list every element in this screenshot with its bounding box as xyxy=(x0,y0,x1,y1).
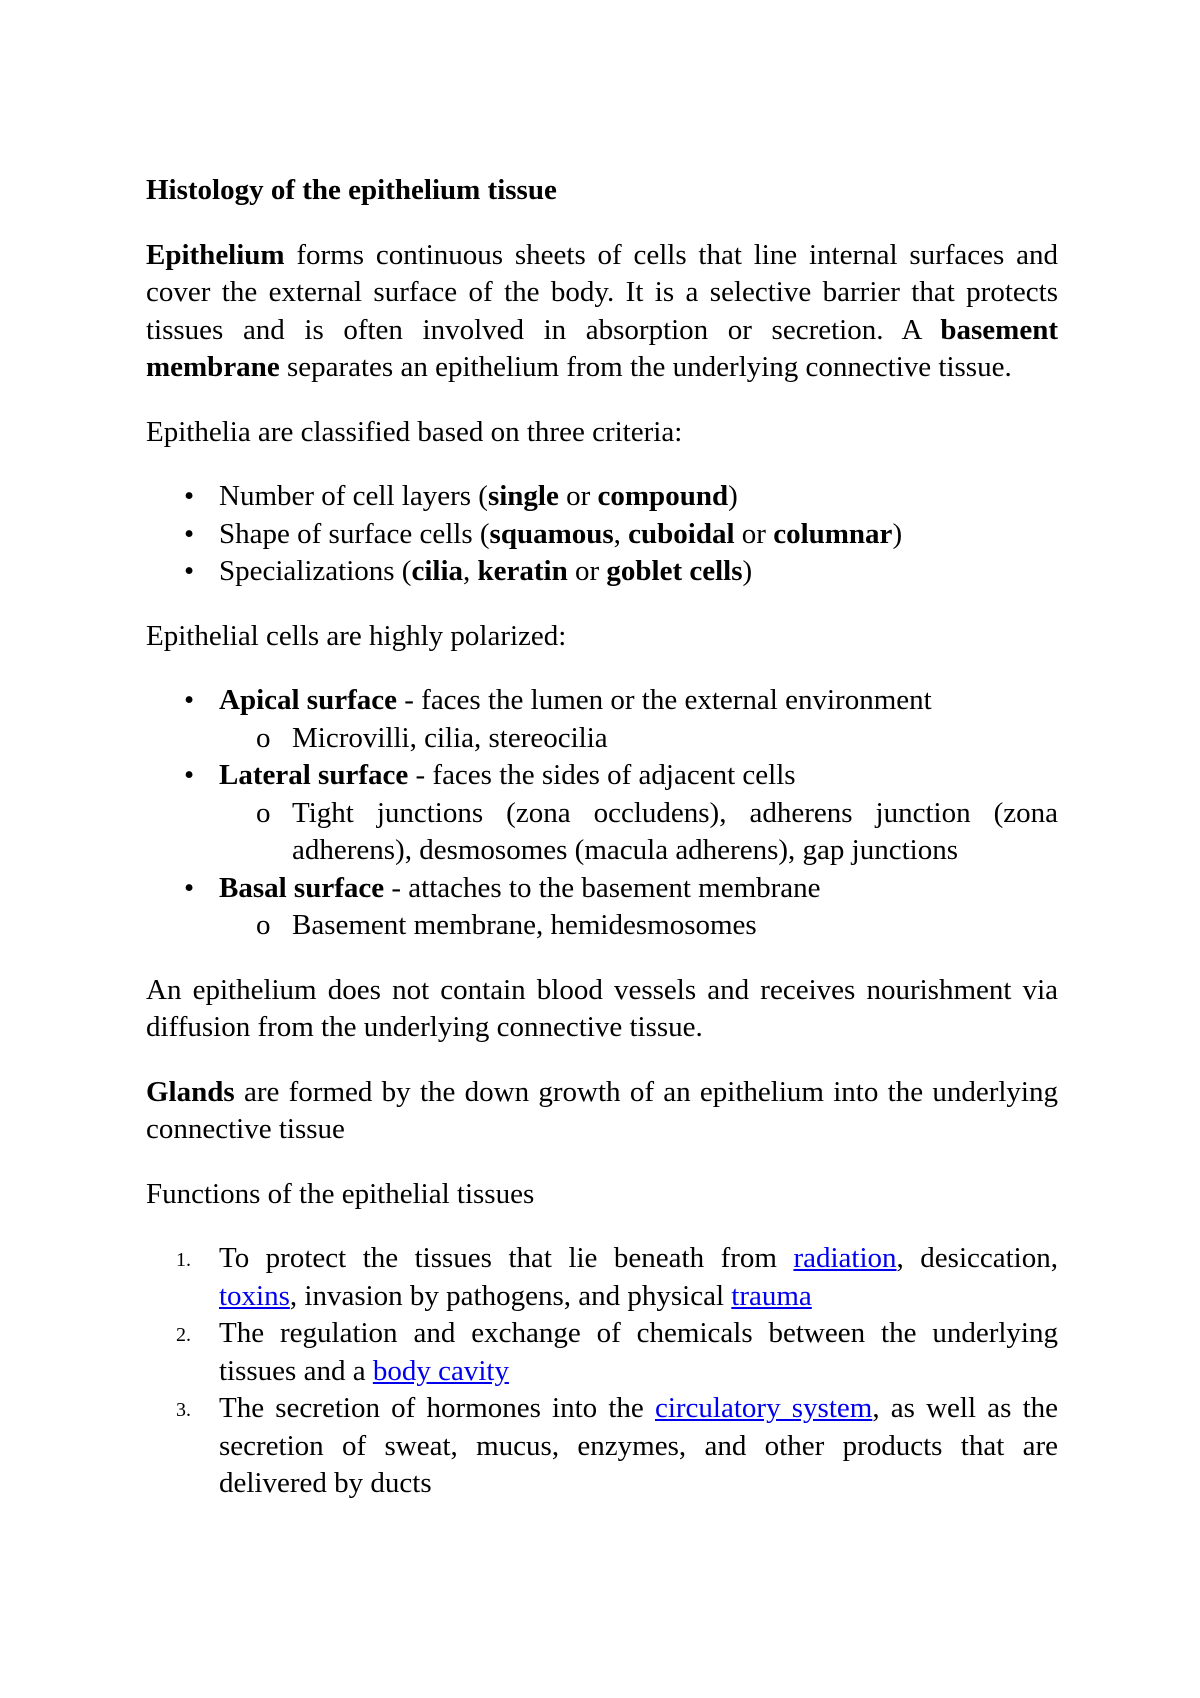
term-epithelium: Epithelium xyxy=(146,238,285,271)
sub-list-item: o Basement membrane, hemidesmosomes xyxy=(219,907,1058,945)
bullet-icon: • xyxy=(184,759,195,791)
list-item: • Basal surface - attaches to the basement membrane o Basement membrane, hemidesmosomes xyxy=(146,870,1058,945)
list-item: 2. The regulation and exchange of chemicals between the underlying tissues and a body cavity xyxy=(176,1317,1058,1387)
bullet-icon: • xyxy=(184,555,195,587)
list-item: • Shape of surface cells (squamous, cuboidal or columnar) xyxy=(146,516,1058,554)
intro-paragraph xyxy=(146,237,1058,387)
list-item: • Apical surface - faces the lumen or the external environment o Microvilli, cilia, stereocilia xyxy=(146,682,1058,757)
bullet-icon: • xyxy=(184,480,195,512)
list-item: 3. The secretion of hormones into the circulatory system, as well as the secretion of sweat, mucus, enzymes, and other products that are delivered by ducts xyxy=(176,1392,1058,1499)
circle-bullet-icon: o xyxy=(256,796,271,829)
sub-list xyxy=(219,795,1058,870)
circle-bullet-icon: o xyxy=(256,909,271,941)
polarity-lead: Epithelial cells are highly polarized: xyxy=(146,619,567,652)
sub-list xyxy=(219,720,1058,758)
document-page xyxy=(146,172,1058,1503)
sub-list-item: o Tight junctions (zona occludens), adherens junction (zona adherens), desmosomes (macula adherens), gap junctions xyxy=(256,796,1058,866)
list-item: • Lateral surface - faces the sides of adjacent cells o Tight junctions (zona occludens), adherens junction (zona adherens), desmosomes (macula adherens), gap junctions xyxy=(146,757,1058,870)
list-number: 3. xyxy=(176,1399,191,1421)
list-item: • Number of cell layers (single or compound) xyxy=(146,478,1058,516)
intro-text-2: separates an epithelium from the underlying connective tissue. xyxy=(279,351,1012,383)
term-basement-membrane: basement membrane xyxy=(146,313,1058,383)
bullet-icon: • xyxy=(184,871,195,904)
bullet-icon: • xyxy=(184,517,195,550)
criteria-lead: Epithelia are classified based on three criteria: xyxy=(146,415,683,448)
functions-list xyxy=(146,1240,1058,1503)
term-lateral-surface: Lateral surface xyxy=(219,759,409,791)
sub-list-item: o Microvilli, cilia, stereocilia xyxy=(219,720,1058,758)
nourishment-paragraph: An epithelium does not contain blood vessels and receives nourishment via diffusion from the underlying connective tissue. xyxy=(146,973,1058,1043)
link-trauma[interactable]: trauma xyxy=(731,1279,812,1312)
intro-text-1: forms continuous sheets of cells that line internal surfaces and cover the external surface of the body. It is a selective barrier that protects tissues and is often involved in absorption or secretion. A xyxy=(146,238,1058,346)
list-number: 2. xyxy=(176,1324,191,1346)
link-body-cavity[interactable]: body cavity xyxy=(372,1354,509,1387)
link-circulatory-system[interactable]: circulatory system xyxy=(654,1392,873,1424)
link-toxins[interactable]: toxins xyxy=(219,1279,290,1312)
term-basal-surface: Basal surface xyxy=(219,871,385,904)
list-item: 1. To protect the tissues that lie beneath from radiation, desiccation, toxins, invasion by pathogens, and physical trauma xyxy=(176,1242,1058,1312)
functions-lead: Functions of the epithelial tissues xyxy=(146,1177,535,1210)
list-number: 1. xyxy=(176,1249,191,1271)
glands-paragraph: Glands are formed by the down growth of an epithelium into the underlying connective tissue xyxy=(146,1075,1058,1145)
polarity-list xyxy=(146,682,1058,945)
circle-bullet-icon: o xyxy=(256,721,271,754)
list-item: • Specializations (cilia, keratin or goblet cells) xyxy=(146,553,1058,591)
term-apical-surface: Apical surface xyxy=(219,684,397,716)
bullet-icon: • xyxy=(184,684,195,716)
term-glands: Glands xyxy=(146,1075,235,1108)
link-radiation[interactable]: radiation xyxy=(793,1242,897,1274)
criteria-list xyxy=(146,478,1058,591)
sub-list xyxy=(219,907,1058,945)
document-title: Histology of the epithelium tissue xyxy=(146,174,557,206)
